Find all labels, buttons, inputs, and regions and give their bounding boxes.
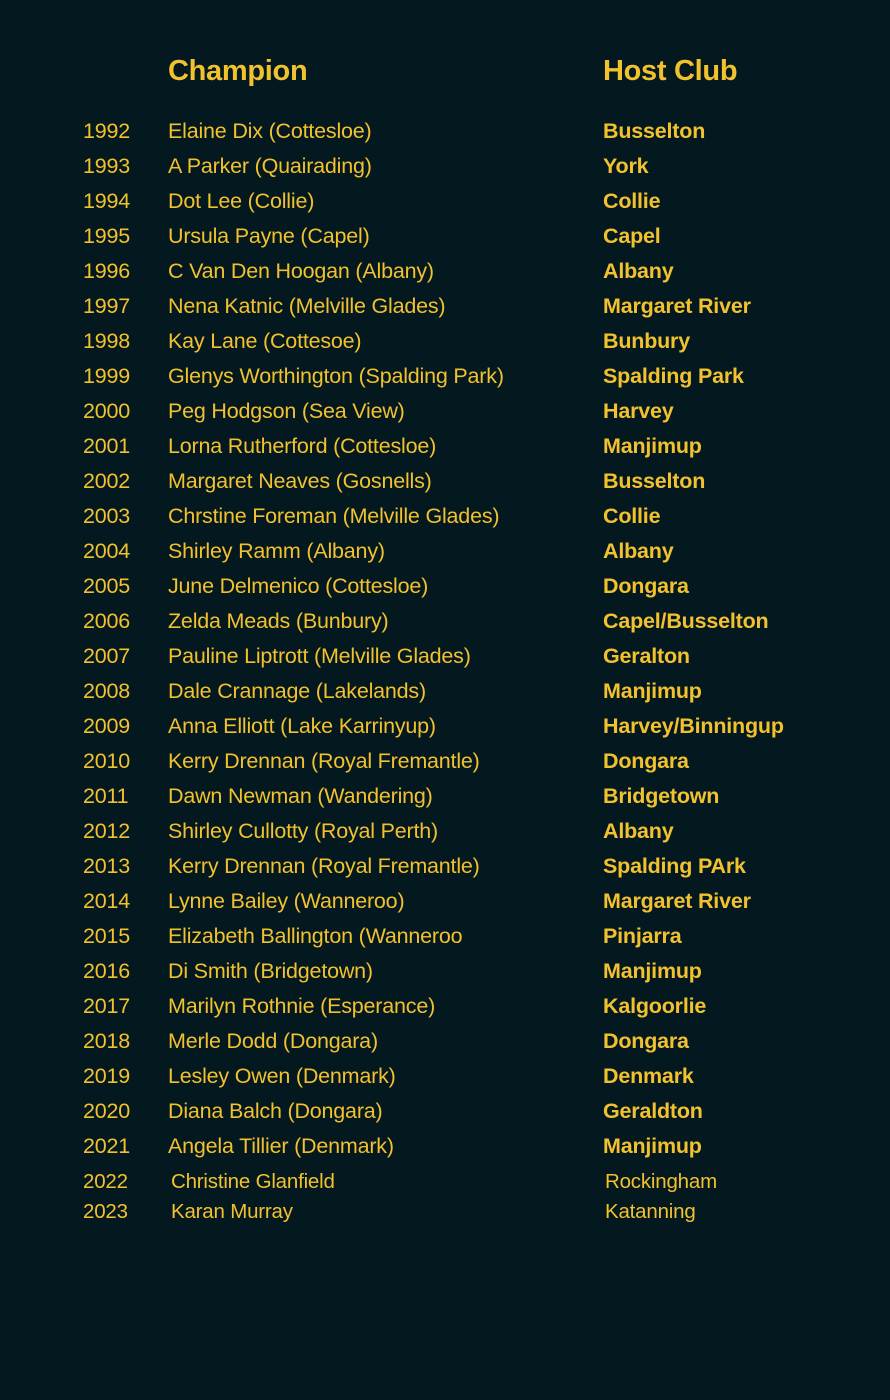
host-club-cell: York — [603, 154, 649, 178]
year-cell: 1999 — [83, 364, 131, 388]
year-cell: 1995 — [83, 224, 131, 248]
year-cell: 2013 — [83, 854, 131, 878]
table-row — [0, 324, 890, 359]
host-club-cell: Albany — [603, 259, 674, 283]
champion-cell: Marilyn Rothnie (Esperance) — [168, 994, 436, 1018]
table-row — [0, 534, 890, 569]
champion-cell: Karan Murray — [171, 1200, 293, 1223]
host-club-cell: Dongara — [603, 1029, 689, 1053]
host-club-cell: Geralton — [603, 644, 690, 668]
champions-table-recent — [0, 1167, 890, 1227]
table-row — [0, 954, 890, 989]
table-row — [0, 1129, 890, 1164]
host-club-cell: Dongara — [603, 574, 689, 598]
host-club-cell: Manjimup — [603, 679, 702, 703]
table-row — [0, 884, 890, 919]
year-cell: 2015 — [83, 924, 131, 948]
champion-cell: Elizabeth Ballington (Wanneroo — [168, 924, 463, 948]
host-club-cell: Spalding Park — [603, 364, 744, 388]
year-cell: 1992 — [83, 119, 131, 143]
champion-cell: Shirley Cullotty (Royal Perth) — [168, 819, 439, 843]
table-row — [0, 254, 890, 289]
host-club-cell: Geraldton — [603, 1099, 703, 1123]
champion-cell: A Parker (Quairading) — [168, 154, 372, 178]
year-cell: 1996 — [83, 259, 131, 283]
year-cell: 2007 — [83, 644, 131, 668]
host-club-cell: Albany — [603, 539, 674, 563]
year-cell: 2009 — [83, 714, 131, 738]
host-club-cell: Busselton — [603, 119, 706, 143]
host-club-cell: Bridgetown — [603, 784, 720, 808]
year-cell: 2006 — [83, 609, 131, 633]
champion-cell: Chrstine Foreman (Melville Glades) — [168, 504, 500, 528]
host-club-cell: Katanning — [605, 1200, 696, 1223]
table-row — [0, 429, 890, 464]
champion-cell: Peg Hodgson (Sea View) — [168, 399, 405, 423]
table-row — [0, 219, 890, 254]
year-cell: 2021 — [83, 1134, 131, 1158]
champion-cell: Zelda Meads (Bunbury) — [168, 609, 389, 633]
table-row — [0, 569, 890, 604]
champion-cell: Kay Lane (Cottesoe) — [168, 329, 362, 353]
champion-cell: Di Smith (Bridgetown) — [168, 959, 373, 983]
host-club-cell: Manjimup — [603, 1134, 702, 1158]
table-row — [0, 744, 890, 779]
champion-cell: June Delmenico (Cottesloe) — [168, 574, 429, 598]
table-row — [0, 359, 890, 394]
year-cell: 2016 — [83, 959, 131, 983]
year-cell: 2000 — [83, 399, 131, 423]
host-club-cell: Margaret River — [603, 294, 751, 318]
table-row — [0, 639, 890, 674]
host-club-cell: Margaret River — [603, 889, 751, 913]
champion-cell: C Van Den Hoogan (Albany) — [168, 259, 434, 283]
year-cell: 2019 — [83, 1064, 131, 1088]
table-row — [0, 709, 890, 744]
host-club-cell: Pinjarra — [603, 924, 682, 948]
champion-cell: Pauline Liptrott (Melville Glades) — [168, 644, 471, 668]
table-row — [0, 849, 890, 884]
year-cell: 2022 — [83, 1170, 128, 1193]
champion-cell: Shirley Ramm (Albany) — [168, 539, 385, 563]
host-club-cell: Denmark — [603, 1064, 694, 1088]
year-cell: 2004 — [83, 539, 131, 563]
year-cell: 2010 — [83, 749, 131, 773]
champion-cell: Glenys Worthington (Spalding Park) — [168, 364, 504, 388]
host-club-cell: Collie — [603, 189, 661, 213]
table-row — [0, 989, 890, 1024]
champion-cell: Dawn Newman (Wandering) — [168, 784, 433, 808]
champion-cell: Ursula Payne (Capel) — [168, 224, 370, 248]
champions-table — [0, 114, 890, 1164]
champion-cell: Lorna Rutherford (Cottesloe) — [168, 434, 437, 458]
champion-cell: Christine Glanfield — [171, 1170, 335, 1193]
host-club-cell: Busselton — [603, 469, 706, 493]
table-row — [0, 1094, 890, 1129]
year-cell: 2005 — [83, 574, 131, 598]
year-cell: 2003 — [83, 504, 131, 528]
host-club-cell: Capel/Busselton — [603, 609, 769, 633]
host-club-cell: Capel — [603, 224, 661, 248]
host-club-cell: Dongara — [603, 749, 689, 773]
table-row — [0, 814, 890, 849]
champion-cell: Kerry Drennan (Royal Fremantle) — [168, 749, 480, 773]
champion-column-header: Champion — [168, 55, 308, 87]
year-cell: 1993 — [83, 154, 131, 178]
table-row — [0, 674, 890, 709]
year-cell: 2012 — [83, 819, 131, 843]
champion-cell: Margaret Neaves (Gosnells) — [168, 469, 432, 493]
table-row — [0, 114, 890, 149]
champion-cell: Anna Elliott (Lake Karrinyup) — [168, 714, 436, 738]
champion-cell: Dale Crannage (Lakelands) — [168, 679, 426, 703]
champion-cell: Lynne Bailey (Wanneroo) — [168, 889, 405, 913]
table-row — [0, 604, 890, 639]
year-cell: 2001 — [83, 434, 131, 458]
year-cell: 1994 — [83, 189, 131, 213]
table-row — [0, 289, 890, 324]
year-cell: 2011 — [83, 784, 129, 808]
champion-cell: Kerry Drennan (Royal Fremantle) — [168, 854, 480, 878]
host-club-cell: Harvey/Binningup — [603, 714, 784, 738]
table-header — [0, 52, 890, 92]
year-cell: 2023 — [83, 1200, 128, 1223]
champion-cell: Elaine Dix (Cottesloe) — [168, 119, 372, 143]
table-row — [0, 1167, 890, 1197]
table-row — [0, 499, 890, 534]
table-row — [0, 1059, 890, 1094]
table-row — [0, 1024, 890, 1059]
table-row — [0, 184, 890, 219]
champion-cell: Diana Balch (Dongara) — [168, 1099, 383, 1123]
year-cell: 2017 — [83, 994, 131, 1018]
host-club-cell: Kalgoorlie — [603, 994, 707, 1018]
host-club-cell: Spalding PArk — [603, 854, 746, 878]
host-club-cell: Albany — [603, 819, 674, 843]
champion-cell: Lesley Owen (Denmark) — [168, 1064, 396, 1088]
host-club-cell: Manjimup — [603, 959, 702, 983]
host-club-cell: Bunbury — [603, 329, 690, 353]
host-club-cell: Collie — [603, 504, 661, 528]
year-cell: 2008 — [83, 679, 131, 703]
table-row — [0, 464, 890, 499]
champion-cell: Nena Katnic (Melville Glades) — [168, 294, 446, 318]
table-row — [0, 394, 890, 429]
table-row — [0, 149, 890, 184]
host-club-cell: Manjimup — [603, 434, 702, 458]
champion-cell: Merle Dodd (Dongara) — [168, 1029, 378, 1053]
champion-cell: Angela Tillier (Denmark) — [168, 1134, 394, 1158]
year-cell: 2014 — [83, 889, 131, 913]
year-cell: 1998 — [83, 329, 131, 353]
host-club-column-header: Host Club — [603, 55, 738, 87]
year-cell: 2018 — [83, 1029, 131, 1053]
year-cell: 2020 — [83, 1099, 131, 1123]
year-cell: 2002 — [83, 469, 131, 493]
champion-cell: Dot Lee (Collie) — [168, 189, 315, 213]
table-row — [0, 1197, 890, 1227]
host-club-cell: Rockingham — [605, 1170, 717, 1193]
host-club-cell: Harvey — [603, 399, 674, 423]
table-row — [0, 779, 890, 814]
table-row — [0, 919, 890, 954]
year-cell: 1997 — [83, 294, 131, 318]
